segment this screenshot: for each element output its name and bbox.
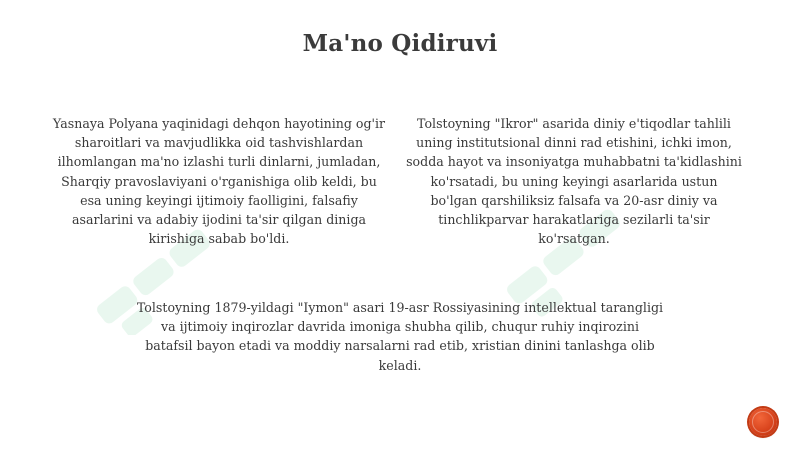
paragraph-left: Yasnaya Polyana yaqinidagi dehqon hayotining og'ir sharoitlari va mavjudlikka oid tashvishlardan ilhomlangan ma'no izlashi turli dinlarni, jumladan, Sharqiy pravoslaviyani o'rganishiga olib keldi, bu esa uning keyingi ijtimoiy faolligini, falsafiy asarlarini va adabiy ijodini ta'sir qilgan diniga kirishiga sabab bo'ldi. — [52, 116, 386, 247]
paragraph-bottom: Tolstoyning 1879-yildagi "Iymon" asari 19-asr Rossiyasining intellektual tarangligi va ijtimoiy inqirozlar davrida imoniga shubha qilib, chuqur ruhiy inqirozini batafsil bayon etadi va moddiy narsalarni rad etib, xristian dinini tanlashga olib keladi. — [136, 300, 664, 373]
next-slide-button[interactable] — [749, 408, 777, 436]
slide-title: Ma'no Qidiruvi — [302, 30, 498, 57]
paragraph-right: Tolstoyning "Ikror" asarida diniy e'tiqodlar tahlili uning institutsional dinni rad etishini, ichki imon, sodda hayot va insoniyatga muhabbatni ta'kidlashini ko'rsatadi, bu uning keyingi asarlarida ustun bo'lgan qarshiliksiz falsafa va 20-asr diniy va tinchlikparvar harakatlariga sezilarli ta'sir ko'rsatgan. — [406, 116, 742, 247]
